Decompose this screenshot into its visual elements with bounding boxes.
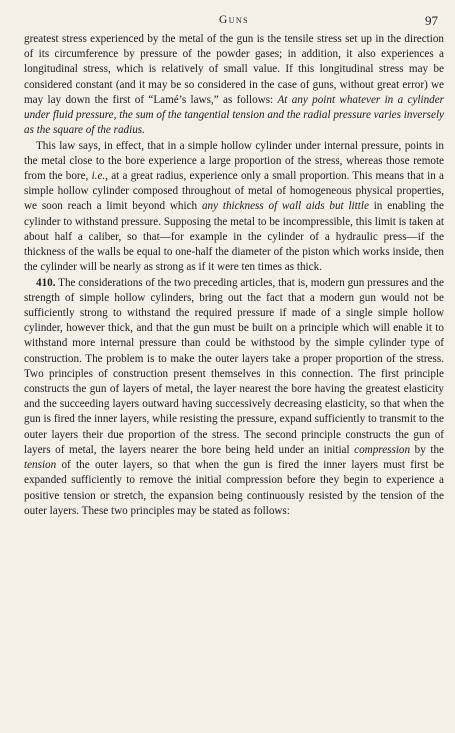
italic-run-thickness-limit: any thickness of wall aids but little	[201, 200, 369, 213]
italic-run-compression: compression	[354, 443, 411, 456]
running-header	[24, 10, 444, 32]
text-run: , at a great radius, experience only a small proportion. This means that in a simple hollow cylinder composed throughout of metal of homogeneous physical properties, we soon reach a limit beyond which	[24, 169, 444, 213]
section-title: Guns	[219, 14, 249, 26]
text-run: by the	[410, 443, 444, 456]
italic-run-lame-law-statement: At any point whatever in a cylinder under fluid pressure, the sum of the tangential tension and the radial pressure varies inversely as the square of the radius.	[24, 93, 445, 137]
text-run: in enabling the cylinder to withstand pressure. Supposing the metal to be incompressible, this limit is taken at about half a caliber, so that—for example in the cylinder of a hydraulic press—if the thickness of the walls be equal to one-half the diameter of the piston which works inside, then the cylinder will be nearly as strong as if it were ten times as thick.	[24, 200, 444, 274]
paragraph-law-explanation	[24, 139, 444, 276]
page-number: 97	[425, 13, 438, 28]
paragraph-lame-law	[24, 32, 444, 139]
text-run: greatest stress experienced by the metal of the gun is the tensile stress set up in the direction of its circumference by pressure of the powder gases; in addition, it also experiences a longitudinal stress, which is relatively of small value. If this longitudinal stress may be considered constant (and it may be so considered in the case of guns, without great error) we may lay down the first of “Lamé’s laws,” as follows:	[24, 33, 444, 106]
text-run: The considerations of the two preceding articles, that is, modern gun pressures and the strength of simple hollow cylinders, bring out the fact that a modern gun would not be sufficiently strong to withstand the required pressure if made of a single simple hollow cylinder, however thick, and that the gun must be built on a principle which will enable it to withstand more internal pressure than could be withstood by the simple cylinder type of construction. The problem is to make the outer layers take a proper proportion of the stress. Two principles of construction present themselves in this connection. The first principle constructs the gun of layers of metal, the layer nearest the bore having the greatest elasticity and the succeeding layers outward having successively decreasing elasticity, so that when the gun is fired the inner layers, while resisting the pressure, expand sufficiently to transmit to the outer layers their due proportion of the stress. The second principle constructs the gun of layers of metal, the layers nearer the bore being held under an initial	[24, 276, 444, 456]
text-run: This law says, in effect, that in a simple hollow cylinder under internal pressure, points in the metal close to the bore experience a large proportion of the stress, whereas those remote from the bore,	[24, 139, 444, 182]
body-text	[24, 32, 444, 519]
italic-run-tension: tension	[24, 459, 57, 472]
text-run: of the outer layers, so that when the gun is fired the inner layers must first be expanded sufficiently to remove the initial compression before they begin to experience a positive tension or stretch, the expansion being continuously resisted by the tension of the outer layers. These two principles may be stated as follows:	[24, 459, 444, 517]
article-number: 410.	[36, 276, 56, 289]
italic-run-ie: i.e.	[91, 169, 106, 182]
paragraph-article-410	[24, 276, 444, 520]
